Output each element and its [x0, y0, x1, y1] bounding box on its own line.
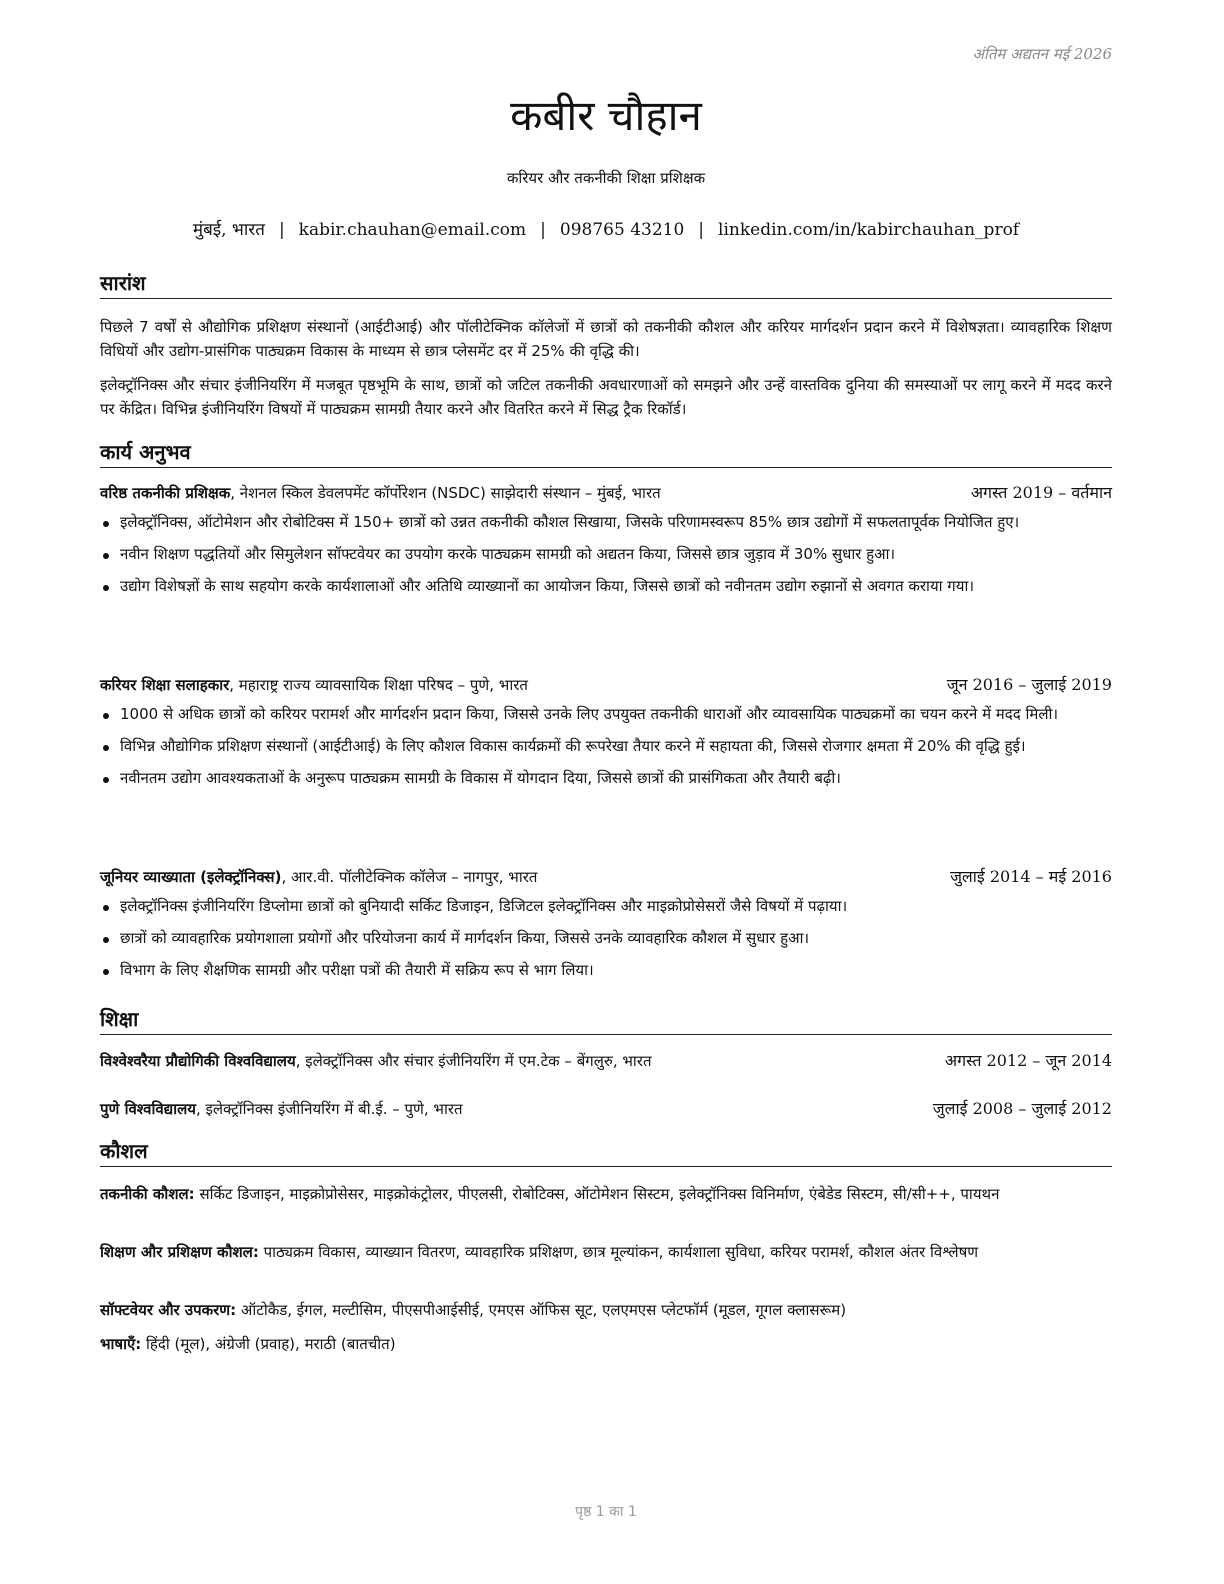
education-school: पुणे विश्वविद्यालय: [100, 1100, 196, 1118]
contact-linkedin[interactable]: linkedin.com/in/kabirchauhan_prof: [718, 220, 1020, 240]
job-org: , महाराष्ट्र राज्य व्यावसायिक शिक्षा परिषद – पुणे, भारत: [229, 676, 528, 694]
job-org: , आर.वी. पॉलीटेक्निक कॉलेज – नागपुर, भारत: [281, 868, 538, 886]
job-title: वरिष्ठ तकनीकी प्रशिक्षक: [100, 484, 231, 502]
job-heading: [100, 866, 1112, 888]
bullet-item: विभाग के लिए शैक्षणिक सामग्री और परीक्षा पत्रों की तैयारी में सक्रिय रूप से भाग लिया।: [100, 959, 1112, 982]
summary-paragraph: पिछले 7 वर्षों से औद्योगिक प्रशिक्षण संस्थानों (आईटीआई) और पॉलीटेक्निक कॉलेजों में छात्रों को तकनीकी कौशल और करियर मार्गदर्शन प्रदान करने में विशेषज्ञता। व्यावहारिक शिक्षण विधियों और उद्योग-प्रासंगिक पाठ्यक्रम विकास के माध्यम से छात्र प्लेसमेंट दर में 25% की वृद्धि की।: [100, 318, 1112, 360]
bullet-item: विभिन्न औद्योगिक प्रशिक्षण संस्थानों (आईटीआई) के लिए कौशल विकास कार्यक्रमों की रूपरेखा तैयार करने में सहायता की, जिससे रोजगार क्षमता में 20% की वृद्धि हुई।: [100, 735, 1112, 758]
job-org: , नेशनल स्किल डेवलपमेंट कॉर्पोरेशन (NSDC) साझेदारी संस्थान – मुंबई, भारत: [230, 484, 661, 502]
skill-row: [100, 1182, 1112, 1206]
section-title-education: शिक्षा: [100, 1006, 1112, 1035]
section-title-experience: कार्य अनुभव: [100, 439, 1112, 468]
skill-label: सॉफ्टवेयर और उपकरण:: [100, 1301, 237, 1319]
bullet-item: उद्योग विशेषज्ञों के साथ सहयोग करके कार्यशालाओं और अतिथि व्याख्यानों का आयोजन किया, जिससे छात्रों को नवीनतम उद्योग रुझानों से अवगत कराया गया।: [100, 575, 1112, 598]
job-dates: जून 2016 – जुलाई 2019: [946, 675, 1112, 694]
education-dates: जुलाई 2008 – जुलाई 2012: [932, 1099, 1112, 1118]
skill-value: हिंदी (मूल), अंग्रेजी (प्रवाह), मराठी (बातचीत): [141, 1335, 396, 1353]
candidate-name: कबीर चौहान: [510, 91, 702, 140]
bullet-item: छात्रों को व्यावहारिक प्रयोगशाला प्रयोगों और परियोजना कार्य में मार्गदर्शन किया, जिससे उनके व्यावहारिक कौशल में सुधार हुआ।: [100, 927, 1112, 950]
job-heading: [100, 482, 1112, 504]
bullet-item: 1000 से अधिक छात्रों को करियर परामर्श और मार्गदर्शन प्रदान किया, जिससे उनके लिए उपयुक्त तकनीकी धाराओं और व्यावसायिक पाठ्यक्रमों का चयन करने में मदद मिली।: [100, 703, 1112, 726]
summary-paragraph: इलेक्ट्रॉनिक्स और संचार इंजीनियरिंग में मजबूत पृष्ठभूमि के साथ, छात्रों को जटिल तकनीकी अवधारणाओं को समझने और उन्हें वास्तविक दुनिया की समस्याओं पर लागू करने में मदद करने पर केंद्रित। विभिन्न इंजीनियरिंग विषयों में पाठ्यक्रम सामग्री तैयार करने और वितरित करने में सिद्ध ट्रैक रिकॉर्ड।: [100, 376, 1112, 418]
skill-label: भाषाएँ:: [100, 1335, 142, 1353]
skill-row: [100, 1298, 1112, 1322]
job-title: करियर शिक्षा सलाहकार: [100, 676, 230, 694]
bullet-item: इलेक्ट्रॉनिक्स, ऑटोमेशन और रोबोटिक्स में 150+ छात्रों को उन्नत तकनीकी कौशल सिखाया, जिसके परिणामस्वरूप 85% छात्र उद्योगों में सफलतापूर्वक नियोजित हुए।: [100, 511, 1112, 534]
resume-page: [100, 0, 1112, 1584]
contact-location: मुंबई, भारत: [192, 220, 265, 240]
education-school: विश्वेश्वरैया प्रौद्योगिकी विश्वविद्यालय: [100, 1052, 296, 1070]
candidate-role: करियर और तकनीकी शिक्षा प्रशिक्षक: [506, 169, 706, 187]
contact-line: [100, 218, 1112, 242]
last-updated: अंतिम अद्यतन मई 2026: [972, 45, 1112, 63]
education-item: [100, 1050, 1112, 1072]
bullet-item: नवीनतम उद्योग आवश्यकताओं के अनुरूप पाठ्यक्रम सामग्री के विकास में योगदान दिया, जिससे छात्रों की प्रासंगिकता और तैयारी बढ़ी।: [100, 767, 1112, 790]
contact-separator: |: [278, 220, 285, 240]
job-dates: जुलाई 2014 – मई 2016: [950, 867, 1112, 886]
skill-row: [100, 1240, 1112, 1264]
section-title-summary: सारांश: [100, 270, 1112, 299]
skill-value: पाठ्यक्रम विकास, व्याख्यान वितरण, व्यावहारिक प्रशिक्षण, छात्र मूल्यांकन, कार्यशाला सुविधा, करियर परामर्श, कौशल अंतर विश्लेषण: [258, 1243, 979, 1261]
job-title: जूनियर व्याख्याता (इलेक्ट्रॉनिक्स): [100, 868, 282, 886]
education-item: [100, 1098, 1112, 1120]
job-bullets: [100, 511, 1112, 607]
job-heading: [100, 674, 1112, 696]
education-dates: अगस्त 2012 – जून 2014: [944, 1051, 1112, 1070]
contact-email[interactable]: kabir.chauhan@email.com: [298, 220, 527, 240]
skill-label: शिक्षण और प्रशिक्षण कौशल:: [100, 1243, 259, 1261]
education-detail: , इलेक्ट्रॉनिक्स और संचार इंजीनियरिंग में एम.टेक – बेंगलुरु, भारत: [295, 1052, 652, 1070]
job-dates: अगस्त 2019 – वर्तमान: [970, 483, 1112, 502]
education-detail: , इलेक्ट्रॉनिक्स इंजीनियरिंग में बी.ई. – पुणे, भारत: [195, 1100, 463, 1118]
contact-separator: |: [698, 220, 705, 240]
contact-phone[interactable]: 098765 43210: [559, 220, 685, 240]
bullet-item: इलेक्ट्रॉनिक्स इंजीनियरिंग डिप्लोमा छात्रों को बुनियादी सर्किट डिजाइन, डिजिटल इलेक्ट्रॉनिक्स और माइक्रोप्रोसेसरों जैसे विषयों में पढ़ाया।: [100, 895, 1112, 918]
bullet-item: नवीन शिक्षण पद्धतियों और सिमुलेशन सॉफ्टवेयर का उपयोग करके पाठ्यक्रम सामग्री को अद्यतन किया, जिससे छात्र जुड़ाव में 30% सुधार हुआ।: [100, 543, 1112, 566]
skill-value: ऑटोकैड, ईगल, मल्टीसिम, पीएसपीआईसीई, एमएस ऑफिस सूट, एलएमएस प्लेटफॉर्म (मूडल, गूगल क्लासरूम): [236, 1301, 847, 1319]
job-bullets: [100, 703, 1112, 799]
skill-value: सर्किट डिजाइन, माइक्रोप्रोसेसर, माइक्रोकंट्रोलर, पीएलसी, रोबोटिक्स, ऑटोमेशन सिस्टम, इलेक्ट्रॉनिक्स विनिर्माण, एंबेडेड सिस्टम, सी/सी++, पायथन: [194, 1185, 1000, 1203]
page-number: पृष्ठ 1 का 1: [575, 1504, 637, 1520]
skill-label: तकनीकी कौशल:: [100, 1185, 195, 1203]
skill-row: [100, 1332, 1112, 1356]
contact-separator: |: [540, 220, 546, 240]
job-bullets: [100, 895, 1112, 991]
section-title-skills: कौशल: [100, 1138, 1112, 1167]
